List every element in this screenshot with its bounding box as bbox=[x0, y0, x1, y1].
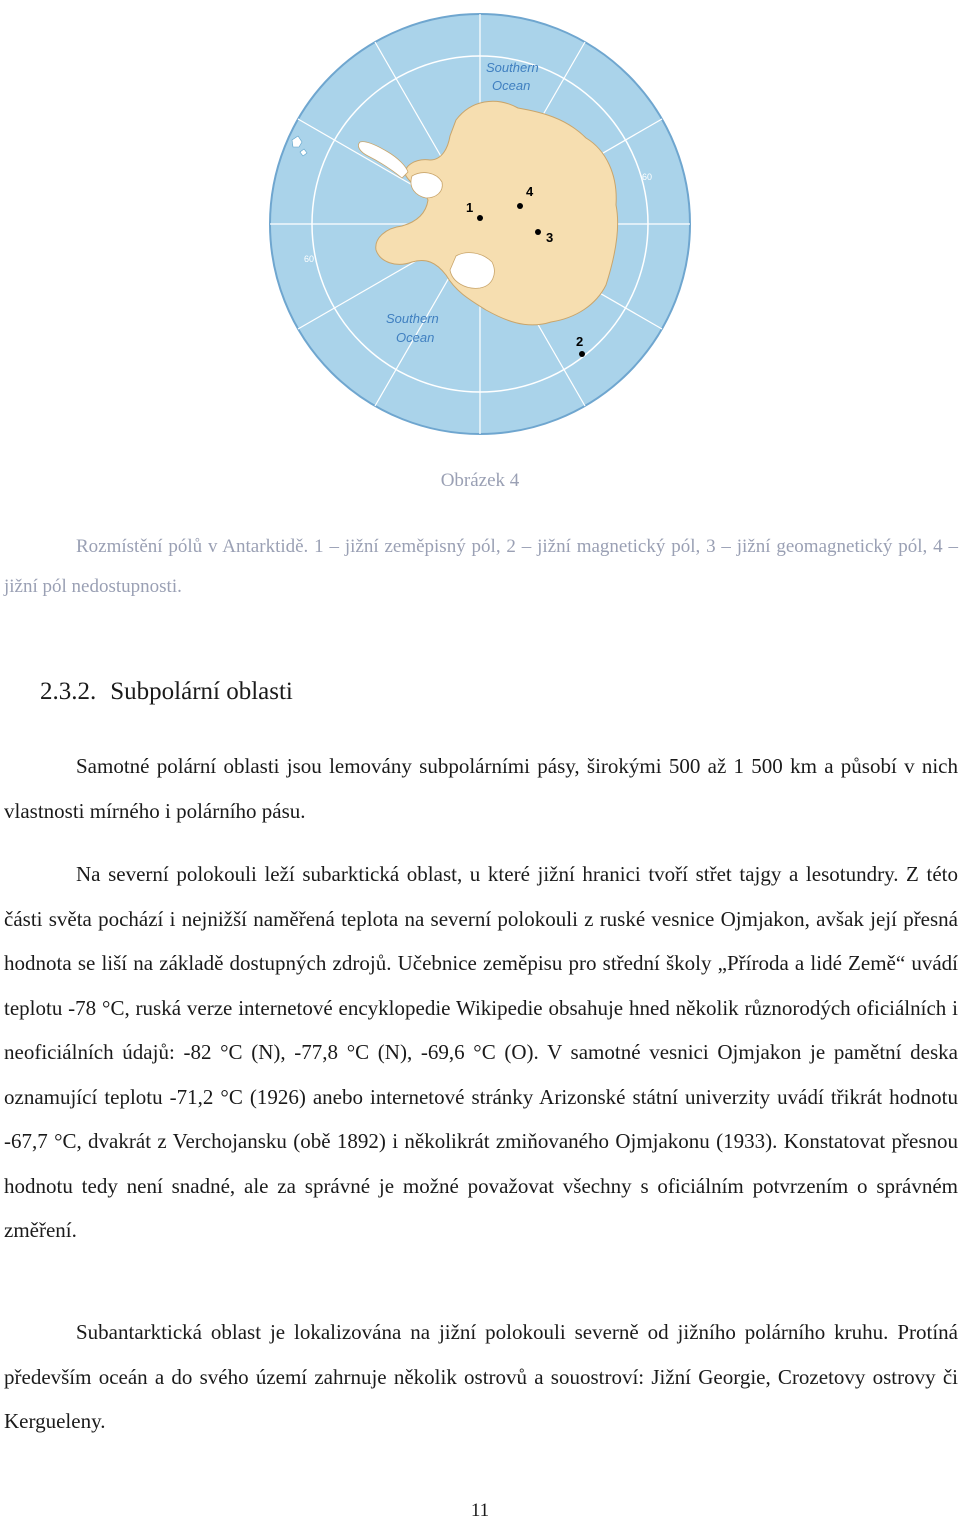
page-number: 11 bbox=[470, 1500, 490, 1521]
paragraph: Samotné polární oblasti jsou lemovány subpolárními pásy, širokými 500 až 1 500 km a působí v nich vlastnosti mírného i polárního pásu. bbox=[4, 754, 958, 823]
section-title: Subpolární oblasti bbox=[110, 678, 293, 705]
pole-marker-4-label: 4 bbox=[526, 184, 534, 199]
section-number: 2.3.2. bbox=[40, 678, 97, 705]
ocean-label-top-line2: Ocean bbox=[492, 78, 531, 93]
pole-marker-3-dot bbox=[535, 229, 541, 235]
lat-label-west: 60 bbox=[304, 254, 315, 264]
figure-caption-title: Obrázek 4 bbox=[440, 470, 520, 491]
pole-marker-3-label: 3 bbox=[546, 230, 554, 245]
paragraph: Na severní polokouli leží subarktická oblast, u které jižní hranici tvoří střet tajgy a lesotundry. Z této části světa pochází i nejnižší naměřená teplota na severní polokouli z ruské vesnice Ojmjakon, avšak její přesná hodnota se liší na základě dostupných zdrojů. Učebnice zeměpisu pro střední školy „Příroda a lidé Země“ uvádí teplotu -78 °C, ruská verze internetové encyklopedie Wikipedie obsahuje hned několik různorodých oficiálních i neoficiálních údajů: -82 °C (N), -77,8 °C (N), -69,6 °C (O). V samotné vesnici Ojmjakon je pamětní deska oznamující teplotu -71,2 °C (1926) anebo internetové stránky Arizonské státní univerzity uvádí třikrát hodnotu -67,7 °C, dvakrát z Verchojansku (obě 1892) i několikrát zmiňovaného Ojmjakonu (1933). Konstatovat přesnou hodnotu tedy není snadné, ale za správné je možné považovat všechny s oficiálním potvrzením o správném změření. bbox=[4, 862, 958, 1242]
paragraph: Subantarktická oblast je lokalizována na jižní polokouli severně od jižního polárního kruhu. Protíná především oceán a do svého území zahrnuje několik ostrovů a souostroví: Jižní Georgie, Crozetovy ostrovy či Kergueleny. bbox=[4, 1320, 958, 1433]
pole-marker-1-label: 1 bbox=[466, 200, 474, 215]
pole-marker-4-dot bbox=[517, 203, 523, 209]
section-heading bbox=[40, 678, 293, 706]
ocean-label-bottom-line1: Southern bbox=[386, 311, 439, 326]
antarctica-map bbox=[256, 0, 704, 448]
lat-label-east: 60 bbox=[642, 172, 653, 182]
pole-marker-1-dot bbox=[477, 215, 483, 221]
ocean-label-bottom-line2: Ocean bbox=[396, 330, 435, 345]
figure-caption-text: Rozmístění pólů v Antarktidě. 1 – jižní zeměpisný pól, 2 – jižní magnetický pól, 3 – jižní geomagnetický pól, 4 – jižní pól nedostupnosti. bbox=[4, 536, 958, 597]
pole-marker-2-label: 2 bbox=[576, 334, 584, 349]
ocean-label-top-line1: Southern bbox=[486, 60, 539, 75]
pole-marker-2-dot bbox=[579, 351, 585, 357]
